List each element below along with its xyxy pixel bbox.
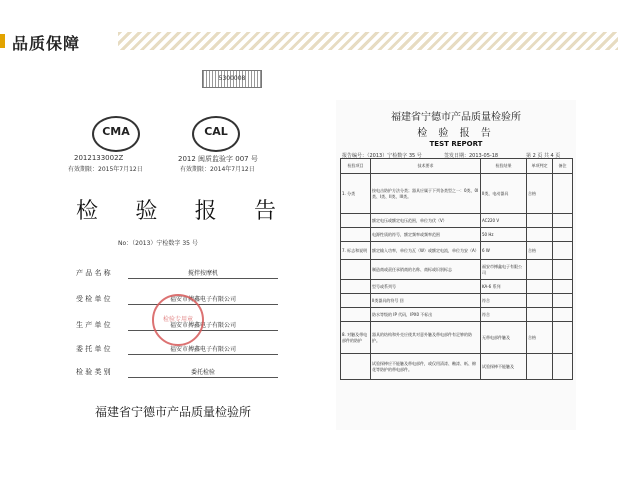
field-underline bbox=[128, 278, 278, 279]
table-row bbox=[341, 322, 573, 354]
table-cell bbox=[553, 260, 573, 280]
table-cell bbox=[527, 280, 553, 294]
table-header-row bbox=[341, 159, 573, 174]
table-cell: 无带电部件触及 bbox=[481, 322, 527, 354]
section-header bbox=[0, 0, 620, 58]
table-cell bbox=[553, 308, 573, 322]
table-cell bbox=[341, 280, 371, 294]
cal-number: 2012 闽质监验字 007 号 bbox=[178, 155, 258, 163]
red-seal-stamp: 检验专用章 bbox=[152, 294, 204, 346]
table-cell bbox=[553, 242, 573, 260]
report-subtitle-en: TEST REPORT bbox=[429, 140, 483, 148]
report-subtitle: 检 验 报 告 bbox=[417, 128, 495, 139]
table-cell: 合格 bbox=[527, 242, 553, 260]
table-cell bbox=[553, 228, 573, 242]
table-row bbox=[341, 260, 573, 280]
field-label: 检 验 类 别 bbox=[76, 368, 111, 376]
big-title-char: 验 bbox=[135, 199, 158, 224]
table-row bbox=[341, 214, 573, 228]
table-row bbox=[341, 228, 573, 242]
field-value: 委托检验 bbox=[190, 369, 215, 376]
table-cell: 试验探棒不能触及 bbox=[481, 354, 527, 380]
table-cell: 符合 bbox=[481, 294, 527, 308]
table-header: 检验项目 bbox=[341, 159, 371, 174]
table-cell: II类器具的符号 回 bbox=[371, 294, 481, 308]
field-label: 产 品 名 称 bbox=[76, 269, 111, 277]
report-date: 签发日期：2013-05-18 bbox=[444, 153, 499, 159]
table-row bbox=[341, 242, 573, 260]
table-cell bbox=[341, 260, 371, 280]
table-cell bbox=[553, 294, 573, 308]
table-row bbox=[341, 280, 573, 294]
table-cell: AC220 V bbox=[481, 214, 527, 228]
report-number: 报告编号：（2013）宁检数字 35 号 bbox=[342, 153, 422, 159]
table-cell: 7. 标志和说明 bbox=[341, 242, 371, 260]
cma-date: 有效期限：2015年7月12日 bbox=[68, 166, 143, 173]
table-cell: 额定电压或额定电压范围，单位为伏（V） bbox=[371, 214, 481, 228]
table-cell: 器具的结构和外壳应使其对意外触及带电部件有足够的防护。 bbox=[371, 322, 481, 354]
table-cell: 1. 分类 bbox=[341, 174, 371, 214]
field-label: 委 托 单 位 bbox=[76, 345, 111, 353]
cal-date: 有效期限：2014年7月12日 bbox=[180, 166, 255, 173]
table-cell: KA-6 系列 bbox=[481, 280, 527, 294]
cma-number: 2012133002Z bbox=[74, 154, 124, 162]
table-cell bbox=[527, 308, 553, 322]
big-title-char: 报 bbox=[194, 199, 217, 224]
table-cell: 额定输入功率，单位为瓦（W）或额定电流，单位为安（A） bbox=[371, 242, 481, 260]
decorative-stripes bbox=[118, 32, 618, 50]
table-cell bbox=[527, 354, 553, 380]
table-cell bbox=[527, 214, 553, 228]
table-cell bbox=[553, 322, 573, 354]
big-title-char: 检 bbox=[76, 199, 99, 224]
field-underline bbox=[128, 330, 278, 331]
cma-logo-icon: CMA bbox=[92, 116, 140, 152]
table-cell bbox=[341, 214, 371, 228]
cal-logo-icon: CAL bbox=[192, 116, 240, 152]
field-value: 福安市搏鑫电子有限公司 bbox=[169, 346, 236, 353]
issuer-name: 福建省宁德市产品质量检验所 bbox=[94, 405, 251, 419]
table-cell: 福安市搏鑫电子有限公司 bbox=[481, 260, 527, 280]
table-cell bbox=[527, 294, 553, 308]
table-cell: II类，电动器具 bbox=[481, 174, 527, 214]
table-row bbox=[341, 354, 573, 380]
table-cell: 防水等级的 IP 代码，IPX0 不标出 bbox=[371, 308, 481, 322]
field-value: 搅拌按摩机 bbox=[187, 270, 218, 277]
table-cell: 50 Hz bbox=[481, 228, 527, 242]
field-value: 福安市搏鑫电子有限公司 bbox=[169, 322, 236, 329]
table-header: 检验结果 bbox=[481, 159, 527, 174]
table-cell bbox=[553, 174, 573, 214]
field-underline bbox=[128, 377, 278, 378]
table-cell bbox=[527, 228, 553, 242]
table-cell bbox=[553, 214, 573, 228]
report-number: No：（2013）宁检数字 35 号 bbox=[118, 240, 198, 247]
field-label: 生 产 单 位 bbox=[76, 321, 111, 329]
barcode-stamp: 5300008 bbox=[202, 70, 262, 88]
accent-bar bbox=[0, 34, 5, 48]
field-value: 福安市搏鑫电子有限公司 bbox=[169, 296, 236, 303]
report-table bbox=[340, 158, 573, 380]
table-cell: 制造商或责任承销商的名称、商标或识别标志 bbox=[371, 260, 481, 280]
big-title-char: 告 bbox=[253, 199, 276, 224]
field-label: 受 检 单 位 bbox=[76, 295, 111, 303]
table-cell: 8. 对触及带电部件的防护 bbox=[341, 322, 371, 354]
table-cell: 试验探棒应不能触及带电部件，或仅用清漆、釉漆、纸、棉花等防护的带电部件。 bbox=[371, 354, 481, 380]
table-cell bbox=[341, 228, 371, 242]
table-cell bbox=[341, 354, 371, 380]
table-row bbox=[341, 174, 573, 214]
table-cell: 符合 bbox=[481, 308, 527, 322]
table-cell bbox=[527, 260, 553, 280]
certificate-cover bbox=[62, 70, 284, 430]
table-cell bbox=[553, 354, 573, 380]
section-title: 品质保障 bbox=[12, 34, 81, 53]
table-header: 备注 bbox=[553, 159, 573, 174]
table-cell: 合格 bbox=[527, 174, 553, 214]
report-big-title bbox=[76, 194, 276, 225]
table-cell: 6 W bbox=[481, 242, 527, 260]
table-cell bbox=[341, 308, 371, 322]
table-cell bbox=[553, 280, 573, 294]
field-underline bbox=[128, 354, 278, 355]
report-org-title: 福建省宁德市产品质量检验所 bbox=[391, 112, 521, 123]
table-row bbox=[341, 308, 573, 322]
table-cell: 按电击防护方法分类；器具应属于下列各类型之一：0类、0I类、I类、II类、III类。 bbox=[371, 174, 481, 214]
table-cell: 合格 bbox=[527, 322, 553, 354]
test-report-page bbox=[336, 100, 576, 430]
report-page: 第 2 页 共 4 页 bbox=[526, 153, 561, 159]
table-cell: 电源性质的符号，额定频率或频率范围 bbox=[371, 228, 481, 242]
table-header: 技术要求 bbox=[371, 159, 481, 174]
table-cell: 型号或系列号 bbox=[371, 280, 481, 294]
table-cell bbox=[341, 294, 371, 308]
table-header: 单项判定 bbox=[527, 159, 553, 174]
field-underline bbox=[128, 304, 278, 305]
table-row bbox=[341, 294, 573, 308]
